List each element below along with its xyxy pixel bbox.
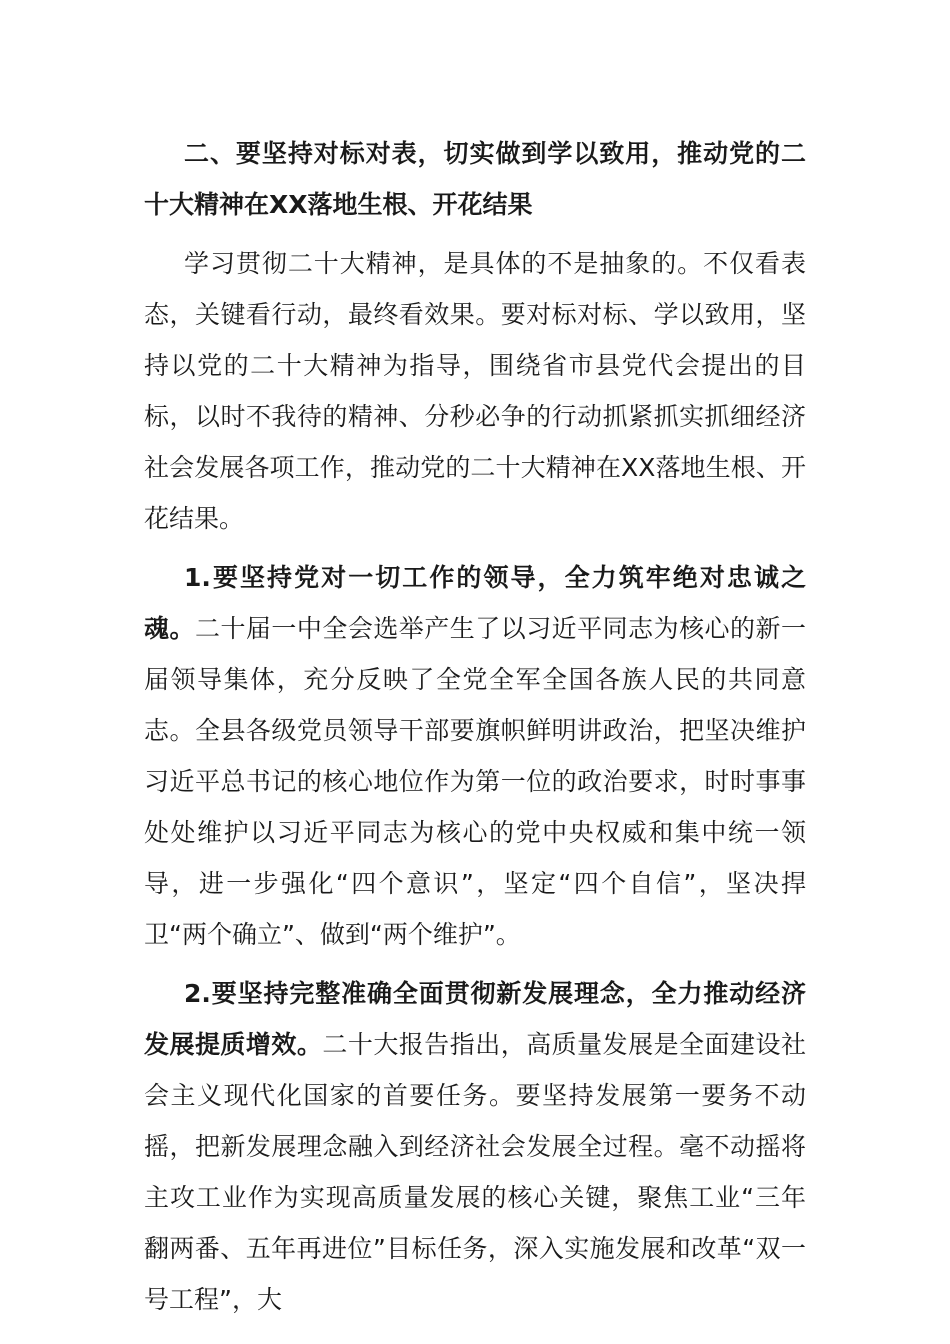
intro-paragraph: 学习贯彻二十大精神，是具体的不是抽象的。不仅看表态，关键看行动，最终看效果。要对标对标、学以致用，坚持以党的二十大精神为指导，围绕省市县党代会提出的目标，以时不我待的精神、分秒必争的行动抓紧抓实抓细经济社会发展各项工作，推动党的二十大精神在XX落地生根、开花结果。 <box>144 249 806 533</box>
list-item <box>144 552 806 960</box>
list-item <box>144 968 806 1325</box>
document-page <box>144 128 806 1333</box>
item-lead-text: 2.要坚持完整准确全面贯彻新发展理念，全力推动经济发展提质增效。 <box>144 979 806 1059</box>
item-body-text: 二十大报告指出，高质量发展是全面建设社会主义现代化国家的首要任务。要坚持发展第一要务不动摇，把新发展理念融入到经济社会发展全过程。毫不动摇将主攻工业作为实现高质量发展的核心关键，聚焦工业“三年翻两番、五年再进位”目标任务，深入实施发展和改革“双一号工程”，大 <box>144 1030 806 1314</box>
item-body-text: 二十届一中全会选举产生了以习近平同志为核心的新一届领导集体，充分反映了全党全军全国各族人民的共同意志。全县各级党员领导干部要旗帜鲜明讲政治，把坚决维护习近平总书记的核心地位作为第一位的政治要求，时时事事处处维护以习近平同志为核心的党中央权威和集中统一领导，进一步强化“四个意识”，坚定“四个自信”，坚决捍卫“两个确立”、做到“两个维护”。 <box>144 614 806 949</box>
section-heading: 二、要坚持对标对表，切实做到学以致用，推动党的二十大精神在XX落地生根、开花结果 <box>144 139 806 219</box>
item-lead-text: 1.要坚持党对一切工作的领导，全力筑牢绝对忠诚之魂。 <box>144 563 806 643</box>
